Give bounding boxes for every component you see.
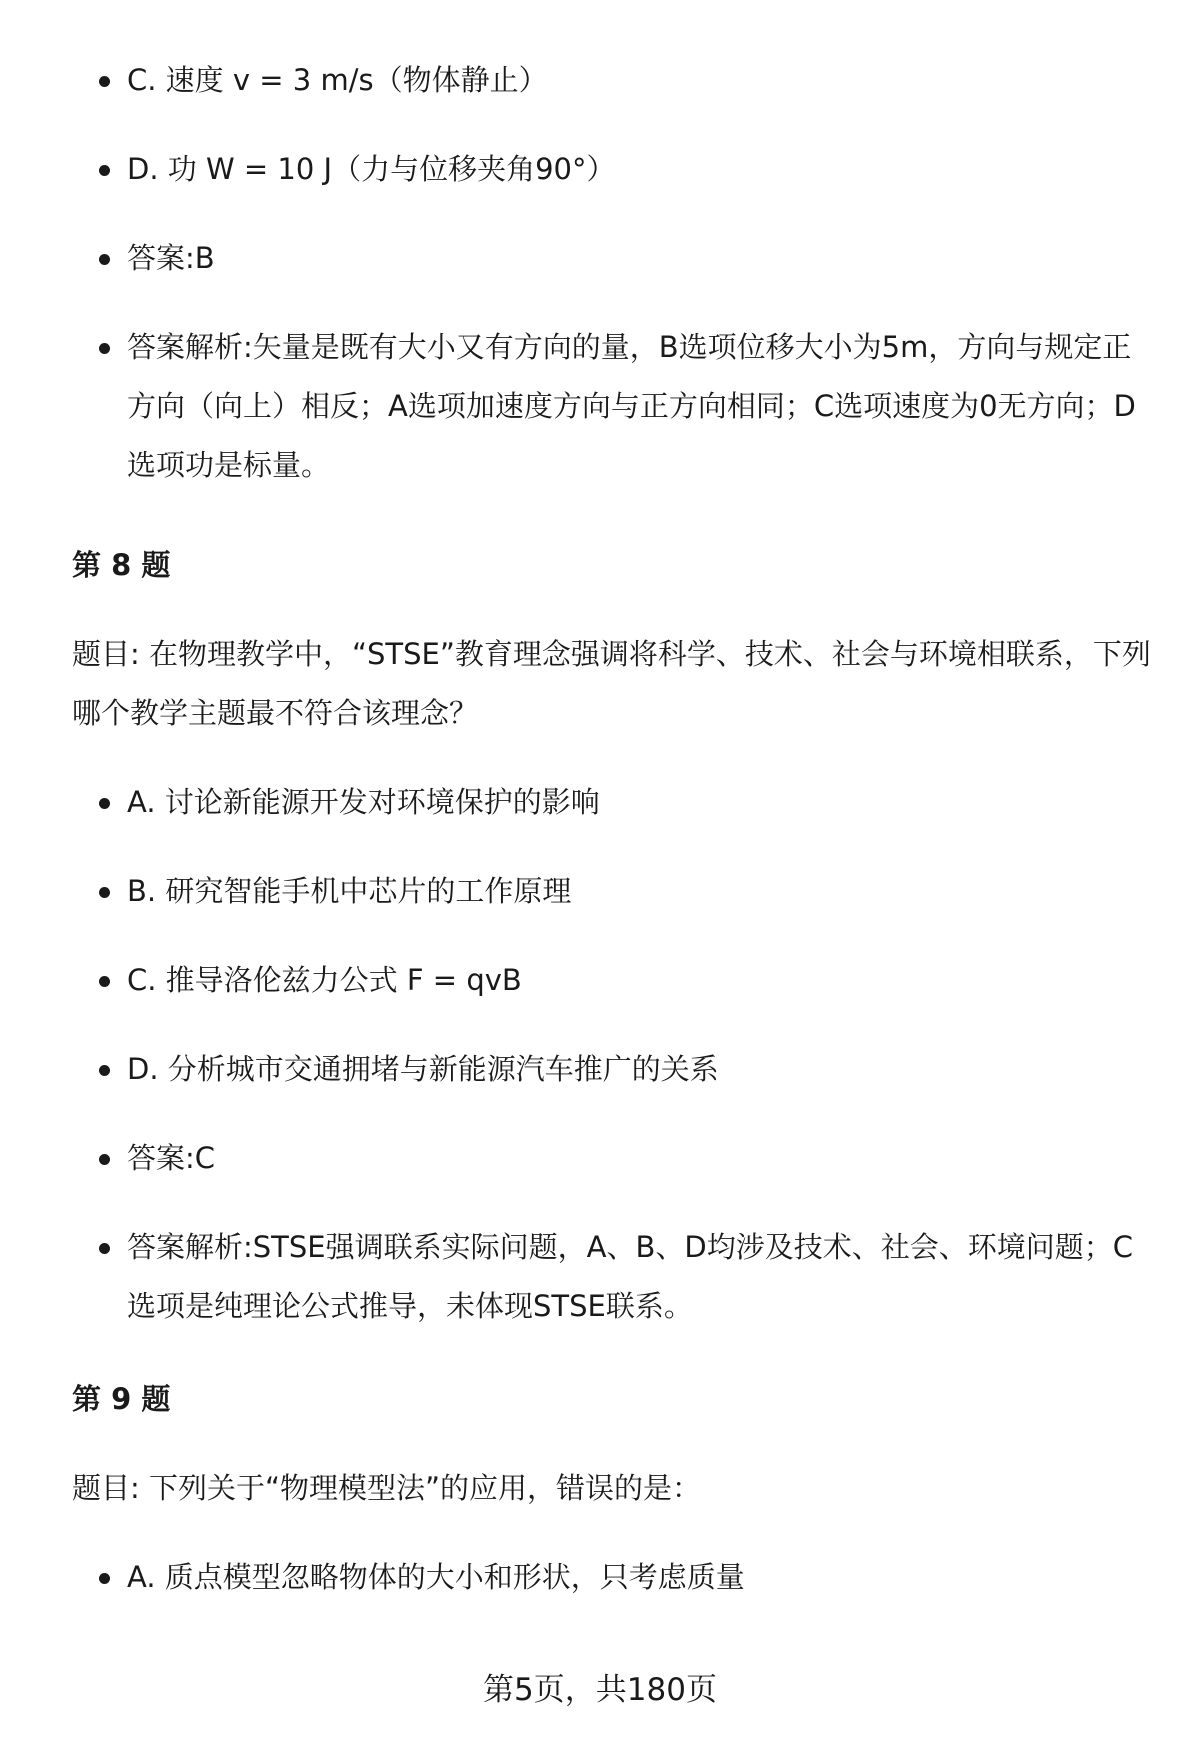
answer: 答案:C <box>72 1129 1152 1188</box>
question-8-options <box>0 773 1152 1336</box>
question-text: 题目: 下列关于“物理模型法”的应用，错误的是： <box>72 1471 702 1505</box>
option-b: B. 研究智能手机中芯片的工作原理 <box>72 862 1152 921</box>
option-c: C. 速度 v = 3 m/s（物体静止） <box>72 51 1152 110</box>
page-number: 第5页，共180页 <box>483 1672 717 1708</box>
option-c: C. 推导洛伦兹力公式 F = qvB <box>72 951 1152 1010</box>
option-a: A. 质点模型忽略物体的大小和形状，只考虑质量 <box>72 1548 1152 1607</box>
question-heading: 第 9 题 <box>72 1382 171 1416</box>
question-9-body <box>0 1459 1157 1518</box>
answer-analysis: 答案解析:矢量是既有大小又有方向的量，B选项位移大小为5m，方向与规定正方向（向上）相反；A选项加速度方向与正方向相同；C选项速度为0无方向；D选项功是标量。 <box>72 318 1152 495</box>
option-a: A. 讨论新能源开发对环境保护的影响 <box>72 773 1152 832</box>
answer: 答案:B <box>72 229 1152 288</box>
question-9-options <box>0 1548 1152 1607</box>
option-d: D. 分析城市交通拥堵与新能源汽车推广的关系 <box>72 1040 1152 1099</box>
question-9 <box>0 1370 170 1429</box>
option-list <box>0 1548 1152 1607</box>
option-d: D. 功 W = 10 J（力与位移夹角90°） <box>72 140 1152 199</box>
question-text: 题目: 在物理教学中，“STSE”教育理念强调将科学、技术、社会与环境相联系，下列哪个教学主题最不符合该理念？ <box>72 637 1151 730</box>
answer-analysis: 答案解析:STSE强调联系实际问题，A、B、D均涉及技术、社会、环境问题；C选项是纯理论公式推导，未体现STSE联系。 <box>72 1218 1152 1336</box>
question-7-tail <box>0 51 1152 495</box>
option-list <box>0 51 1152 495</box>
question-8-body <box>0 625 1157 743</box>
question-8 <box>0 536 170 595</box>
option-list <box>0 773 1152 1336</box>
question-heading: 第 8 题 <box>72 548 171 582</box>
